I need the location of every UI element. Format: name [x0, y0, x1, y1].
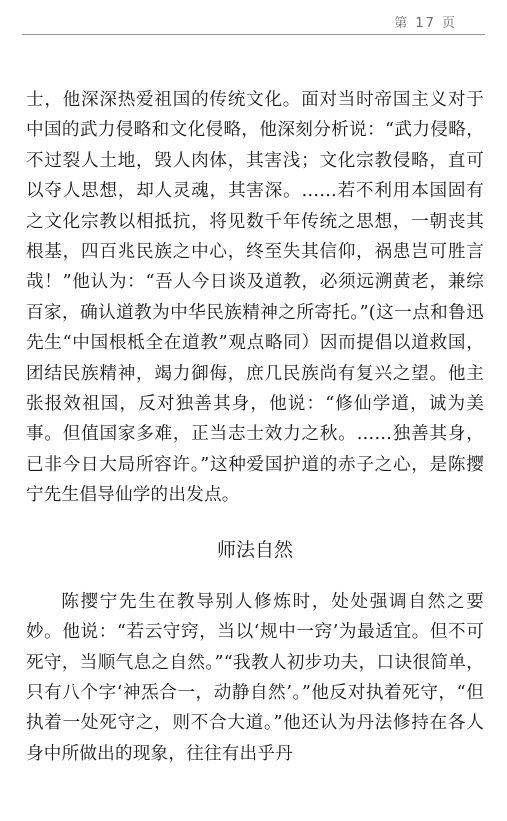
body-paragraph-continued: 士，他深深热爱祖国的传统文化。面对当时帝国主义对于中国的武力侵略和文化侵略，他深刻分析说：“武力侵略，不过裂人土地，毁人肉体，其害浅；文化宗教侵略，直可以夺人思想，却人灵魂，其害深。……若不利用本国固有之文化宗教以相抵抗，将见数千年传统之思想，一朝丧其根基，四百兆民族之中心，终至失其信仰，祸患岂可胜言哉！”他认为：“吾人今日谈及道教，必须远溯黄老，兼综百家，确认道教为中华民族精神之所寄托。”(这一点和鲁迅先生“中国根柢全在道教”观点略同）因而提倡以道救国，团结民族精神，竭力御侮，庶几民族尚有复兴之望。他主张报效祖国，反对独善其身，他说：“修仙学道，诚为美事。但值国家多难，正当志士效力之秋。……独善其身，已非今日大局所容许。”这种爱国护道的赤子之心，是陈撄宁先生倡导仙学的出发点。 — [26, 90, 484, 506]
body-paragraph: 陈撄宁先生在教导别人修炼时，处处强调自然之要妙。他说：“若云守窍，当以‘规中一窍’为最适宜。但不可死守，当顺气息之自然。”“我教人初步功夫，口诀很简单，只有八个字‘神炁合一，动静自然’。”他反对执着死守，“但执着一处死守之，则不合大道。”他还认为丹法修持在各人身中所做出的现象，往往有出乎丹 — [26, 591, 484, 764]
section-heading: 师法自然 — [216, 538, 293, 561]
page-body — [26, 85, 484, 769]
page-header — [22, 0, 485, 35]
page-number: 第 17 页 — [394, 16, 457, 31]
header-divider — [22, 34, 485, 35]
